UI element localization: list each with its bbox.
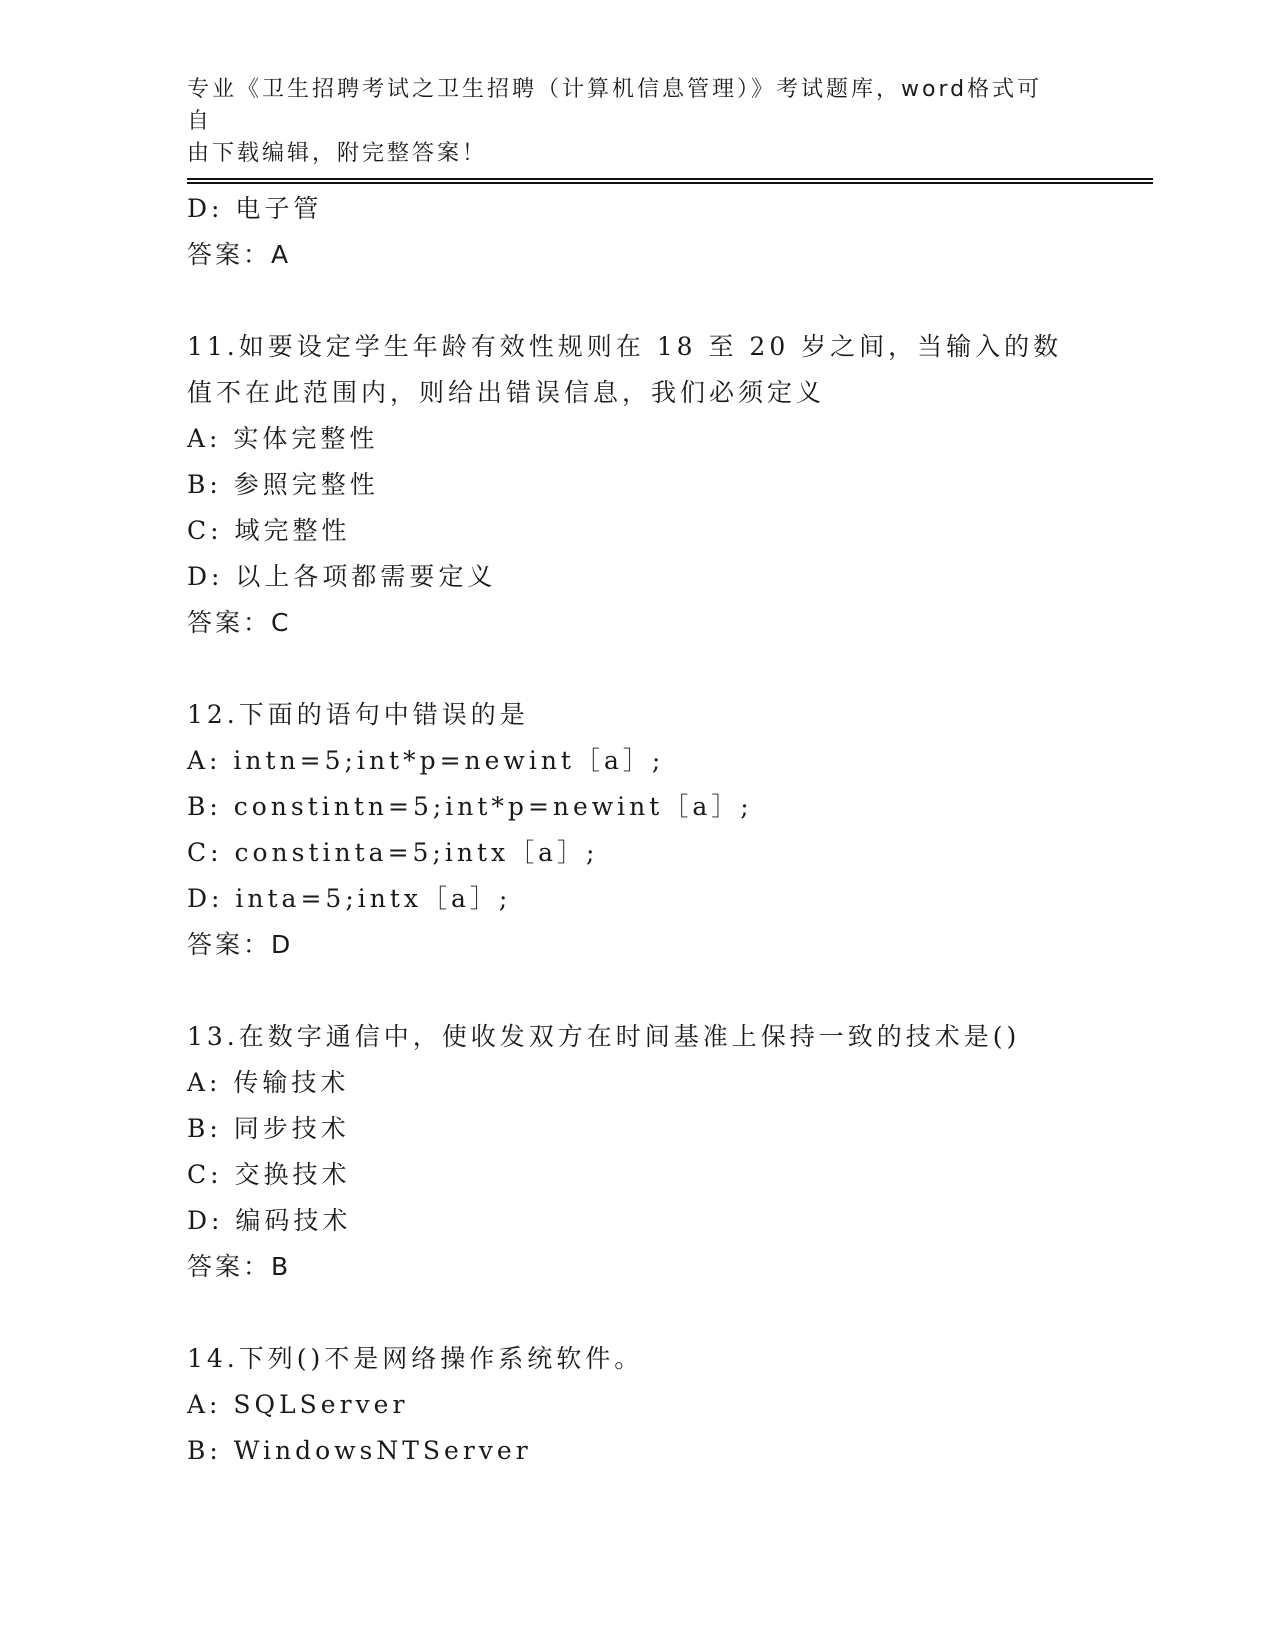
question-11 bbox=[187, 324, 1127, 646]
document-header bbox=[187, 74, 1067, 170]
question-12 bbox=[187, 692, 1127, 968]
question-13 bbox=[187, 1014, 1127, 1290]
question-stem: 11.如要设定学生年龄有效性规则在 18 至 20 岁之间，当输入的数值不在此范围内，则给出错误信息，我们必须定义 bbox=[187, 332, 1063, 407]
option-c: C: 交换技术 bbox=[187, 1160, 351, 1189]
option-b: B: WindowsNTServer bbox=[187, 1436, 532, 1465]
spacer bbox=[187, 646, 1127, 692]
question-14 bbox=[187, 1336, 1127, 1474]
spacer bbox=[187, 1290, 1127, 1336]
header-divider-bottom bbox=[187, 182, 1153, 184]
option-b: B: 参照完整性 bbox=[187, 470, 379, 499]
answer: 答案：D bbox=[187, 930, 294, 959]
option-a: A: 传输技术 bbox=[187, 1068, 350, 1097]
question-stem: 14.下列()不是网络操作系统软件。 bbox=[187, 1344, 644, 1373]
answer: 答案：C bbox=[187, 608, 292, 637]
question-stem: 12.下面的语句中错误的是 bbox=[187, 700, 529, 729]
answer: 答案：B bbox=[187, 1252, 292, 1281]
header-divider-top bbox=[187, 178, 1153, 180]
option-d: D: 以上各项都需要定义 bbox=[187, 562, 497, 591]
question-stem: 13.在数字通信中，使收发双方在时间基准上保持一致的技术是() bbox=[187, 1022, 1021, 1051]
option-d: D: 编码技术 bbox=[187, 1206, 352, 1235]
option-a: A: intn=5;int*p=newint［a］; bbox=[187, 746, 665, 775]
header-line-1: 专业《卫生招聘考试之卫生招聘（计算机信息管理）》考试题库，word格式可自 bbox=[187, 77, 1043, 134]
spacer bbox=[187, 278, 1127, 324]
option-b: B: constintn=5;int*p=newint［a］; bbox=[187, 792, 753, 821]
prev-answer: 答案：A bbox=[187, 240, 292, 269]
option-a: A: SQLServer bbox=[187, 1390, 409, 1419]
question-list bbox=[187, 186, 1127, 1474]
option-b: B: 同步技术 bbox=[187, 1114, 350, 1143]
option-d: D: inta=5;intx［a］; bbox=[187, 884, 512, 913]
option-c: C: constinta=5;intx［a］; bbox=[187, 838, 599, 867]
prev-option-d: D: 电子管 bbox=[187, 194, 323, 223]
option-a: A: 实体完整性 bbox=[187, 424, 379, 453]
header-line-2: 由下载编辑，附完整答案！ bbox=[187, 141, 488, 166]
option-c: C: 域完整性 bbox=[187, 516, 351, 545]
spacer bbox=[187, 968, 1127, 1014]
